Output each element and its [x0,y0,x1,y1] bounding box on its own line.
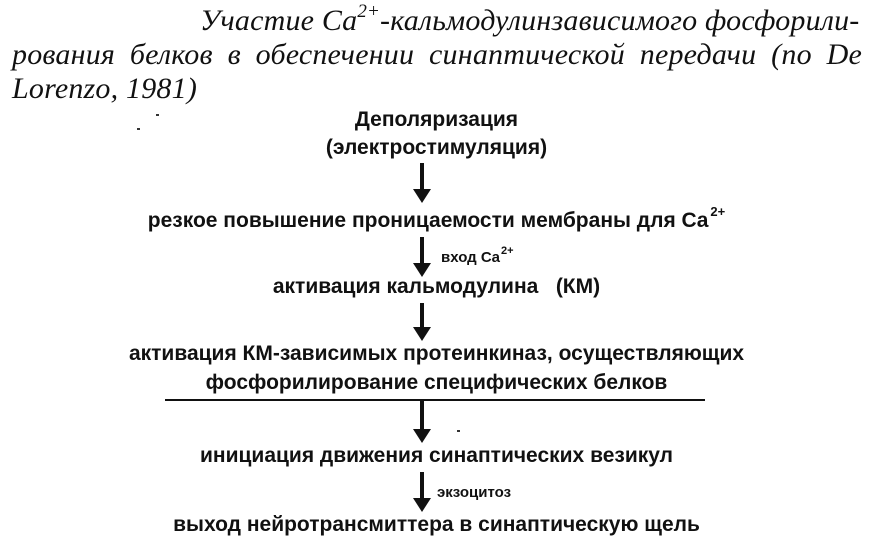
caption-line-1: Участие $Ca^{2+}$-кальмодулинзависимого фосфорили- [200,1,860,37]
arrow-down-icon [413,303,431,341]
label-exocytosis: экзоцитоз [437,484,512,501]
arrow-down-icon [413,401,431,443]
separator-rule [165,399,705,401]
calcium-charge-superscript: 2+ [501,245,514,257]
figure-caption [12,1,862,106]
label-calcium-entry: вход $Ca^{2+}$ [441,245,514,266]
depolarization-subtitle: (электростимуляция) [325,136,548,159]
arrow-down-icon [413,163,431,203]
caption-line-3: Lorenzo, 1981) [12,72,198,105]
node-kinase-activation [0,341,873,396]
node-depolarization [0,107,873,161]
caption-line-2: рования белков в обеспечении синаптической передачи (по De [12,38,862,71]
depolarization-title: Деполяризация [354,108,519,131]
scan-speck [457,430,460,432]
kinase-activation-line-1: активация КМ-зависимых протеинкиназ, осуществляющих [128,342,745,365]
calcium-charge-superscript: 2+ [357,1,381,22]
arrow-down-icon [413,237,431,277]
node-membrane-permeability: резкое повышение проницаемости мембраны для Ca $^{2+}$ [147,204,726,232]
kinase-activation-line-2: фосфорилирование специфических белков [205,371,668,394]
node-calmodulin-activation: активация кальмодулина (КМ) [272,275,601,298]
node-transmitter-release: выход нейротрансмиттера в синаптическую щель [173,513,700,536]
arrow-down-icon [413,472,431,512]
calcium-charge-superscript: 2+ [710,204,726,219]
node-vesicle-movement: инициация движения синаптических везикул [200,444,673,467]
